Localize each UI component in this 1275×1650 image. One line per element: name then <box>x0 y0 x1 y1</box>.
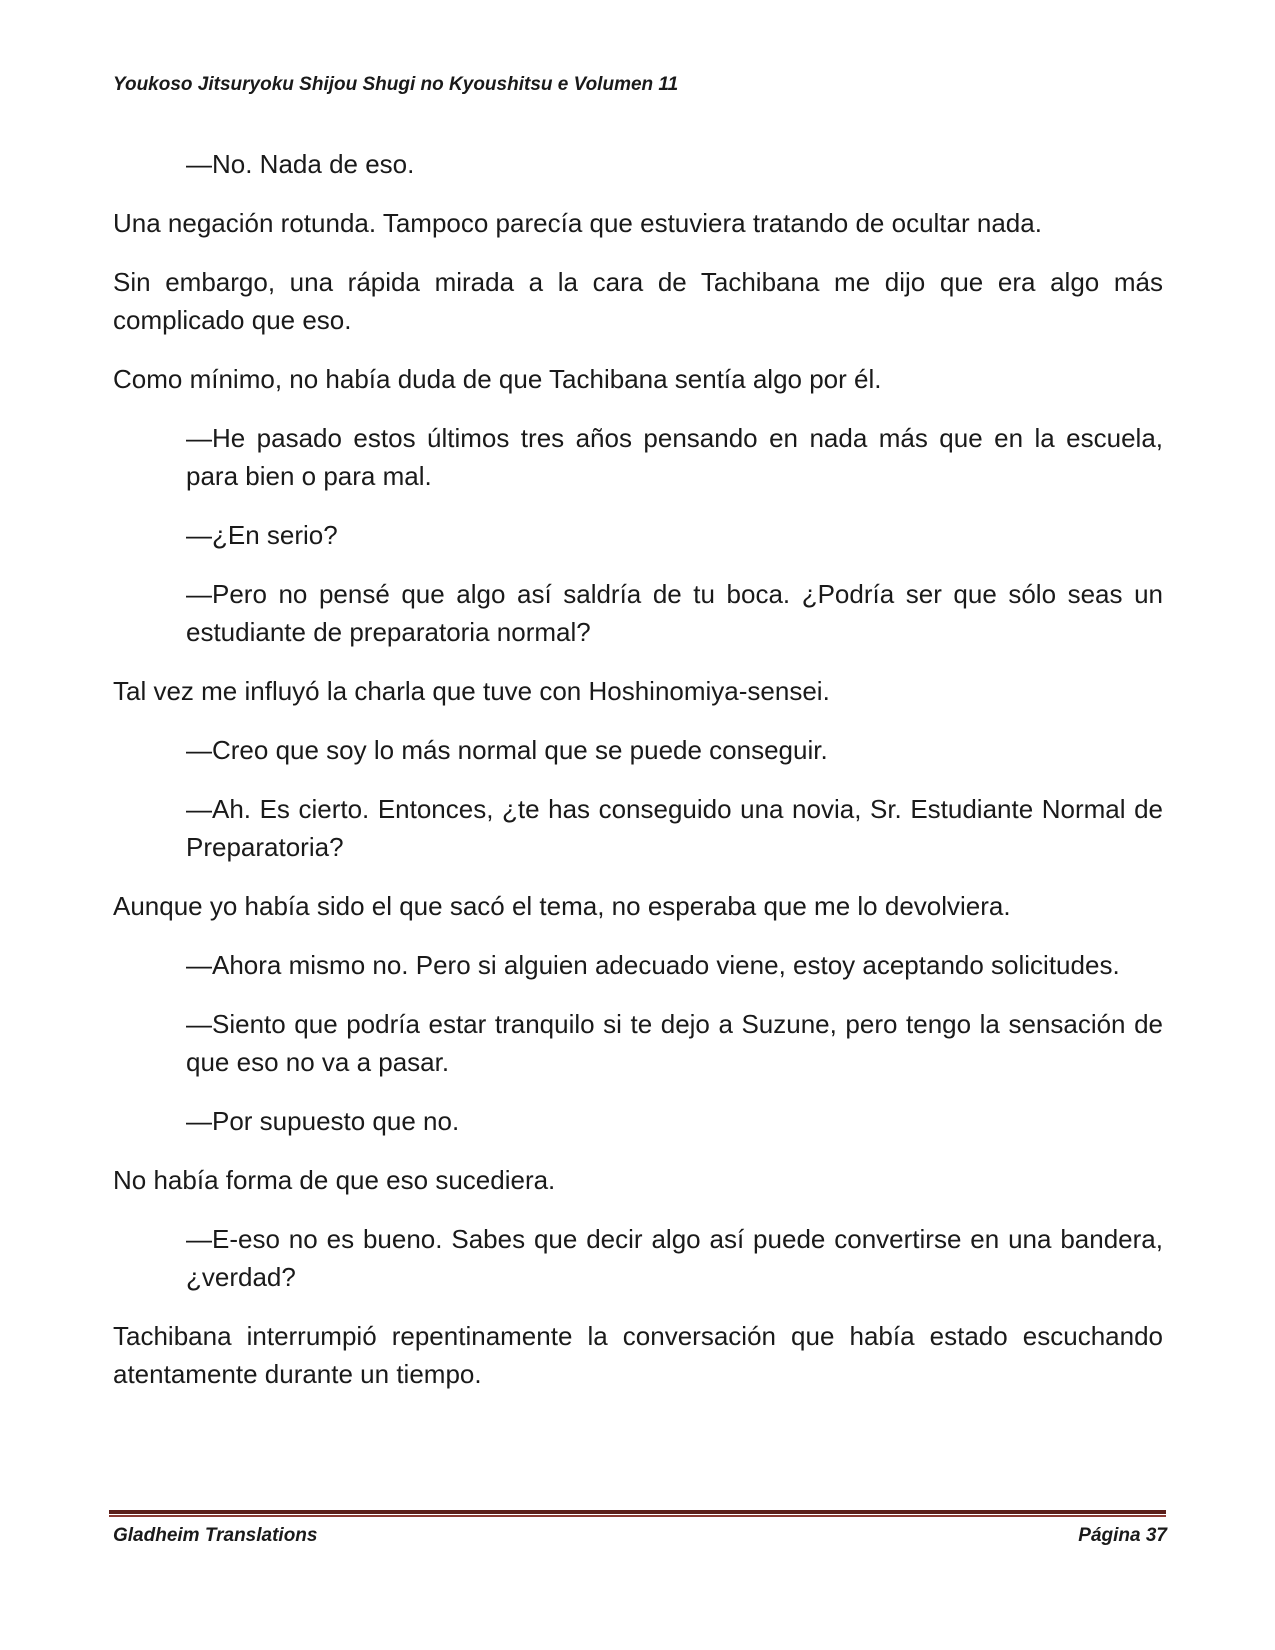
paragraph-dialogue: —Creo que soy lo más normal que se puede conseguir. <box>186 735 828 765</box>
paragraph-narration: Tachibana interrumpió repentinamente la conversación que había estado escuchando atentamente durante un tiempo. <box>113 1321 1163 1389</box>
running-header: Youkoso Jitsuryoku Shijou Shugi no Kyoushitsu e Volumen 11 <box>113 74 679 95</box>
paragraph-dialogue: —E-eso no es bueno. Sabes que decir algo así puede convertirse en una bandera, ¿verdad? <box>186 1224 1163 1292</box>
page-number: Página 37 <box>1078 1525 1167 1546</box>
paragraph-narration: Una negación rotunda. Tampoco parecía que estuviera tratando de ocultar nada. <box>113 208 1042 238</box>
paragraph-dialogue: —Siento que podría estar tranquilo si te dejo a Suzune, pero tengo la sensación de que eso no va a pasar. <box>186 1009 1163 1077</box>
paragraph-dialogue: —Ah. Es cierto. Entonces, ¿te has conseguido una novia, Sr. Estudiante Normal de Preparatoria? <box>186 794 1163 862</box>
paragraph-narration: Como mínimo, no había duda de que Tachibana sentía algo por él. <box>113 364 882 394</box>
paragraph-narration: Sin embargo, una rápida mirada a la cara de Tachibana me dijo que era algo más complicado que eso. <box>113 267 1163 335</box>
paragraph-narration: Tal vez me influyó la charla que tuve con Hoshinomiya-sensei. <box>113 676 830 706</box>
paragraph-narration: Aunque yo había sido el que sacó el tema, no esperaba que me lo devolviera. <box>113 891 1011 921</box>
paragraph-narration: No había forma de que eso sucediera. <box>113 1165 556 1195</box>
paragraph-dialogue: —He pasado estos últimos tres años pensando en nada más que en la escuela, para bien o para mal. <box>186 423 1163 491</box>
paragraph-dialogue: —Pero no pensé que algo así saldría de tu boca. ¿Podría ser que sólo seas un estudiante de preparatoria normal? <box>186 579 1163 647</box>
footer-divider <box>109 1510 1166 1517</box>
paragraph-dialogue: —No. Nada de eso. <box>186 149 415 179</box>
paragraph-dialogue: —Ahora mismo no. Pero si alguien adecuado viene, estoy aceptando solicitudes. <box>186 950 1120 980</box>
paragraph-dialogue: —Por supuesto que no. <box>186 1106 460 1136</box>
body-text <box>113 145 1163 1414</box>
footer-credit: Gladheim Translations <box>113 1525 318 1546</box>
paragraph-dialogue: —¿En serio? <box>186 520 338 550</box>
